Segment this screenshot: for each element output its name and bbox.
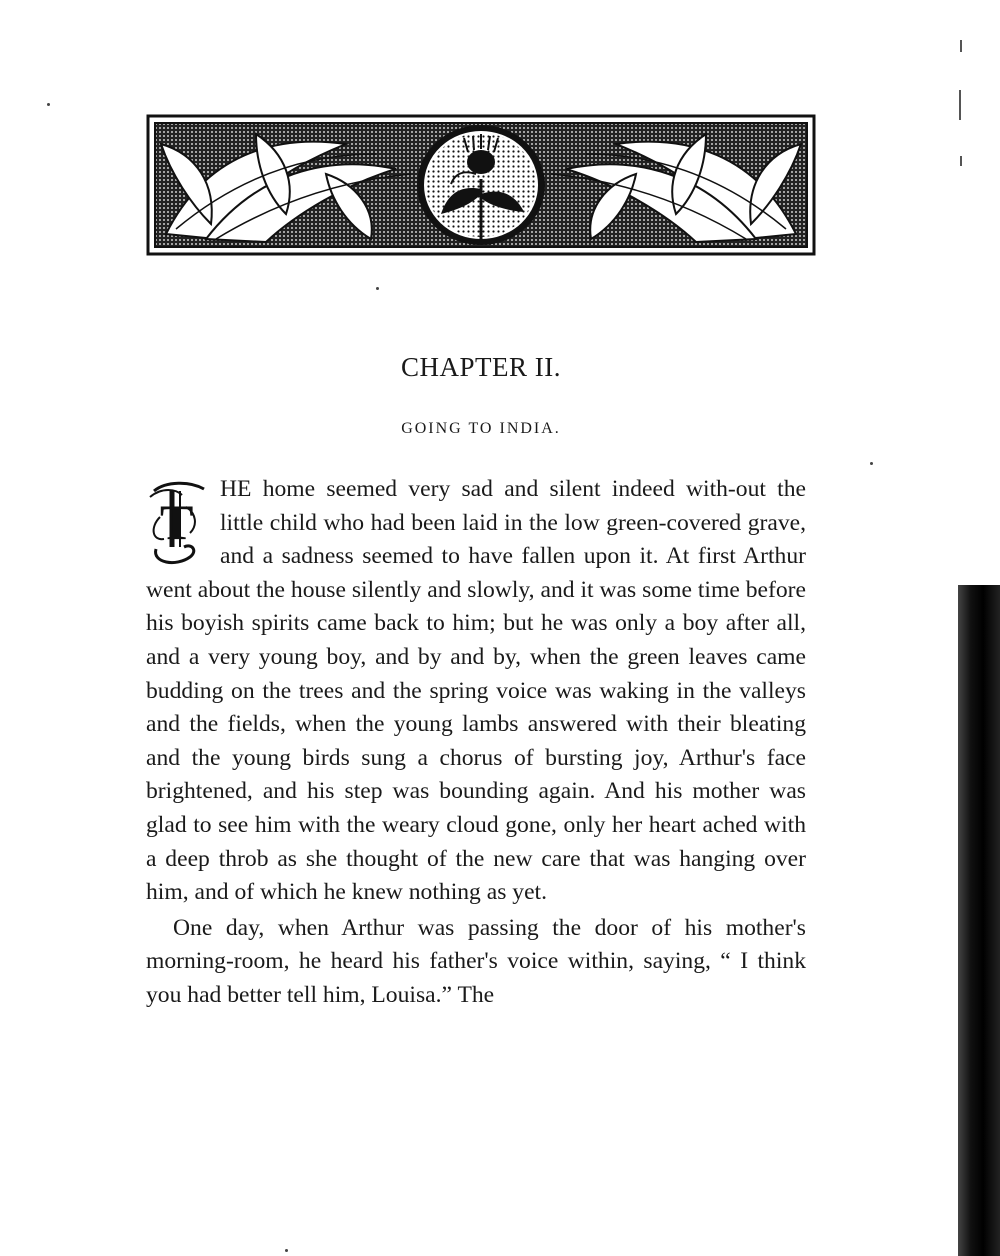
chapter-number-heading: CHAPTER II. <box>401 352 561 382</box>
scan-speck <box>47 103 50 106</box>
paragraph-1 <box>146 473 806 910</box>
drop-cap-letter: T <box>160 494 194 550</box>
scan-speck <box>285 1249 288 1252</box>
paragraph-2: One day, when Arthur was passing the door of his mother's morning-room, he heard his father's voice within, saying, “ I think you had better tell him, Louisa.” The <box>146 914 806 1008</box>
chapter-title-heading: GOING TO INDIA. <box>401 420 561 437</box>
scan-speck <box>376 287 379 290</box>
scan-mark <box>960 156 962 166</box>
scan-edge-shadow <box>958 585 1000 1256</box>
scan-speck <box>870 462 873 465</box>
thistle-medallion <box>417 125 545 245</box>
decorated-drop-cap <box>146 477 210 569</box>
scan-mark <box>959 90 961 120</box>
paragraph-1-text: HE home seemed very sad and silent indeed with-out the little child who had been laid in the low green-covered grave, and a sadness seemed to have fallen upon it. At first Arthur went about the house silently and slowly, and it was some time before his boyish spirits came back to him; but he was only a boy after all, and a very young boy, and by and by, when the green leaves came budding on the trees and the spring voice was waking in the valleys and the fields, when the young lambs answered with their bleating and the young birds sung a chorus of bursting joy, Arthur's face brightened, and his step was bounding again. And his mother was glad to see him with the weary cloud gone, only her heart ached with a deep throb as she thought of the new care that was hanging over him, and of which he knew nothing as yet. <box>146 476 806 906</box>
chapter-headpiece-ornament <box>146 114 816 256</box>
scan-mark <box>960 40 962 52</box>
chapter-body-text <box>146 473 806 1013</box>
